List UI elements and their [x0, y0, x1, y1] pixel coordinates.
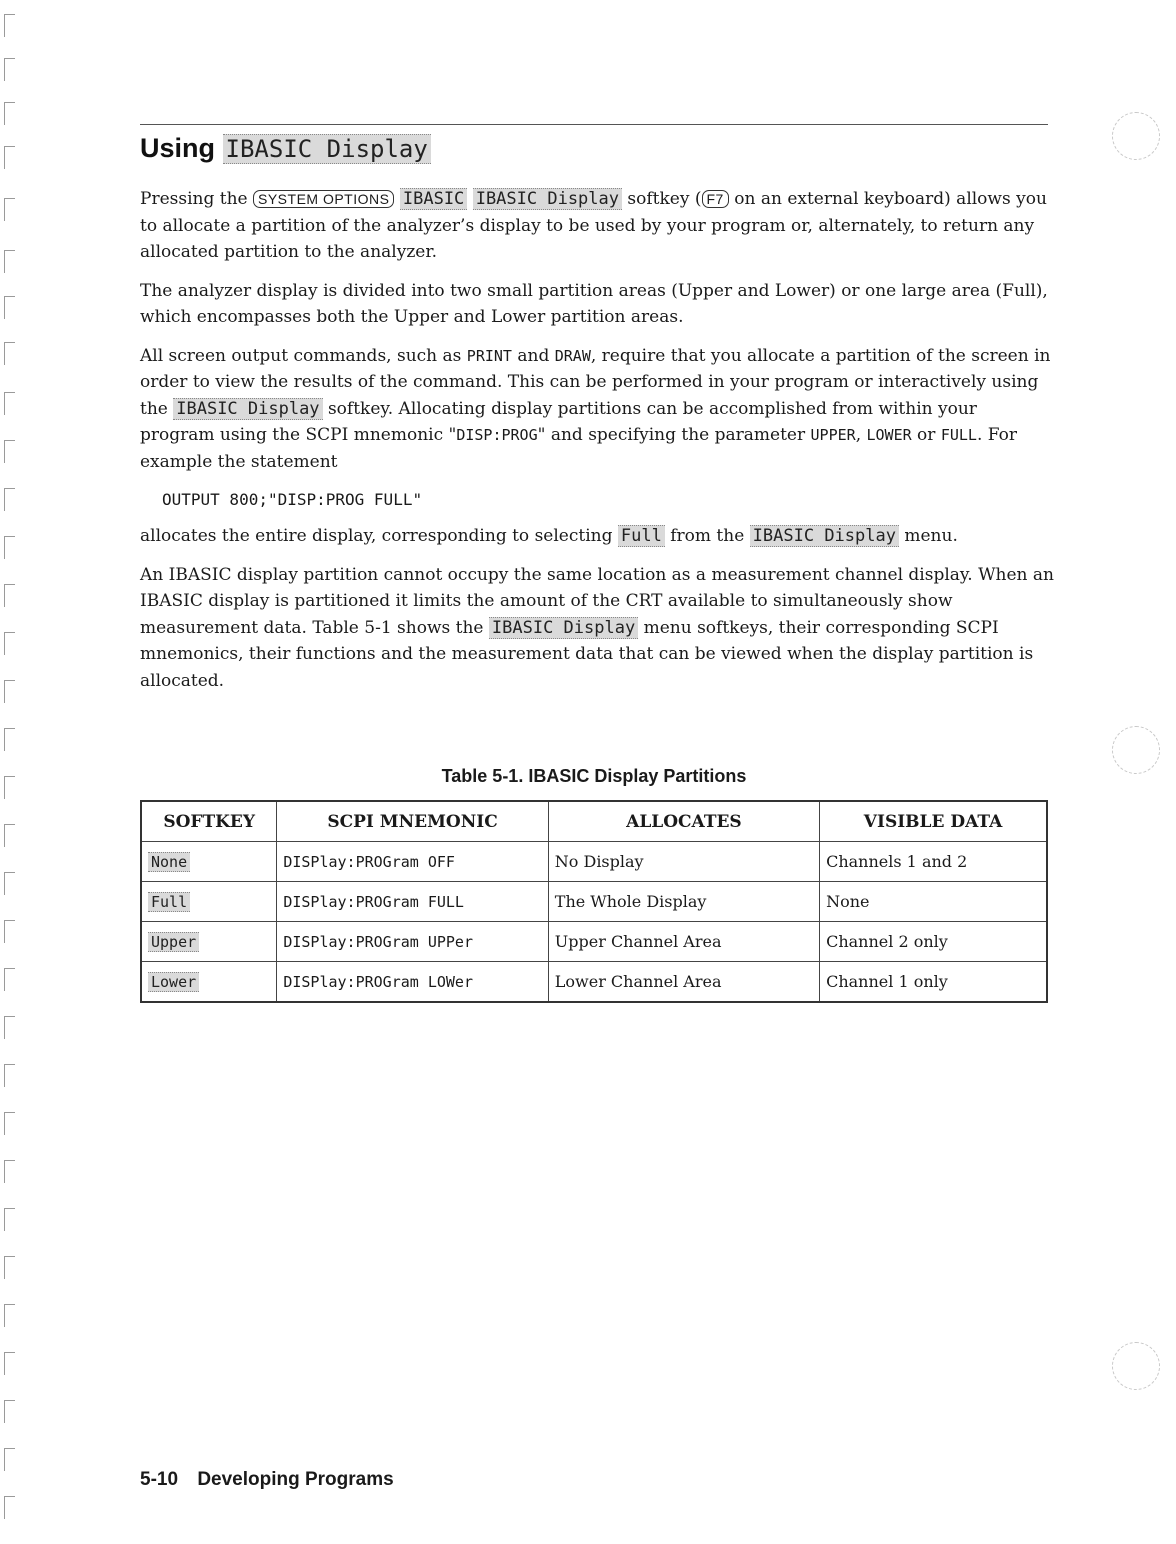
text: allocates the entire display, corresponding to selecting — [140, 526, 618, 546]
margin-mark — [4, 1496, 15, 1519]
table-row — [141, 962, 1047, 1003]
text: " and specifying the parameter — [537, 425, 811, 445]
text: and — [511, 345, 555, 366]
text: softkey. Allocating display partitions can be accomplished from within your program using the SCPI mnemonic " — [140, 398, 977, 445]
text: , require that you allocate a partition of the screen in order to view the results of the command. This can be performed in your program or interactively using the — [140, 345, 1051, 419]
margin-mark — [4, 536, 15, 559]
heading-prefix: Using — [140, 133, 216, 163]
margin-mark — [4, 296, 15, 319]
paragraph-2: The analyzer display is divided into two small partition areas (Upper and Lower) or one large area (Full), which encompasses both the Upper and Lower partition areas. — [140, 280, 1048, 327]
allocates-cell: Upper Channel Area — [548, 922, 819, 962]
softkey-upper: Upper — [148, 932, 199, 952]
code-lower: LOWER — [866, 426, 912, 444]
margin-mark — [4, 58, 15, 81]
table-row — [141, 842, 1047, 882]
margin-mark — [4, 440, 15, 463]
margin-mark — [4, 1352, 15, 1375]
visible-data-cell: None — [820, 882, 1047, 922]
softkey-full: Full — [148, 892, 190, 912]
margin-mark — [4, 102, 15, 125]
softkey-cell — [141, 962, 277, 1003]
code-draw: DRAW — [554, 346, 591, 365]
partitions-table — [140, 800, 1048, 1003]
section-title: Developing Programs — [197, 1469, 394, 1490]
section-heading — [140, 133, 431, 164]
margin-mark — [4, 968, 15, 991]
margin-mark — [4, 632, 15, 655]
page-footer — [140, 1469, 394, 1491]
text: softkey ( — [622, 189, 702, 209]
paragraph-4 — [140, 523, 1055, 550]
code-print: PRINT — [466, 346, 512, 365]
punch-hole — [1112, 1342, 1160, 1390]
softkey-cell — [141, 882, 277, 922]
margin-mark — [4, 584, 15, 607]
margin-mark — [4, 392, 15, 415]
text: , — [855, 425, 867, 445]
table-row — [141, 922, 1047, 962]
margin-mark — [4, 250, 15, 273]
table-caption: Table 5-1. IBASIC Display Partitions — [441, 766, 747, 786]
column-header-softkey: SOFTKEY — [141, 801, 277, 842]
body-text — [140, 186, 1055, 706]
margin-mark — [4, 342, 15, 365]
softkey-lower: Lower — [148, 972, 199, 992]
margin-mark — [4, 1256, 15, 1279]
softkey-ibasic: IBASIC — [400, 188, 467, 210]
paragraph-5 — [140, 562, 1055, 695]
mnemonic-cell: DISPlay:PROGram FULL — [277, 882, 548, 922]
code-disp-prog: DISP:PROG — [456, 426, 538, 444]
softkey-ibasic-display: IBASIC Display — [173, 398, 322, 420]
code-upper: UPPER — [810, 426, 856, 444]
text: menu. — [898, 526, 958, 546]
softkey-cell — [141, 842, 277, 882]
margin-mark — [4, 728, 15, 751]
heading-softkey: IBASIC Display — [223, 134, 431, 164]
code-full: FULL — [940, 426, 977, 444]
table-header-row — [141, 801, 1047, 842]
margin-mark — [4, 680, 15, 703]
paragraph-1 — [140, 186, 1055, 266]
margin-mark — [4, 776, 15, 799]
text: from the — [664, 526, 750, 546]
margin-mark — [4, 824, 15, 847]
mnemonic-cell: DISPlay:PROGram UPPer — [277, 922, 548, 962]
mnemonic-cell: DISPlay:PROGram OFF — [277, 842, 548, 882]
hardkey-f7: F7 — [702, 190, 729, 208]
mnemonic-cell: DISPlay:PROGram LOWer — [277, 962, 548, 1003]
punch-hole — [1112, 726, 1160, 774]
text: All screen output commands, such as — [140, 345, 467, 366]
margin-mark — [4, 146, 15, 169]
text: menu softkeys, their corresponding SCPI mnemonics, their functions and the measurement data that can be viewed when the display partition is allocated. — [140, 617, 1034, 691]
margin-mark — [4, 198, 15, 221]
margin-mark — [4, 1400, 15, 1423]
softkey-ibasic-display: IBASIC Display — [473, 188, 622, 210]
text: Pressing the — [140, 189, 253, 209]
text: An IBASIC display partition cannot occupy the same location as a measurement channel display. When an IBASIC display is partitioned it limits the amount of the CRT available to simultaneously show measurement data. Table 5-1 shows the — [140, 564, 1054, 638]
margin-mark — [4, 872, 15, 895]
text: . For example the statement — [140, 425, 1017, 472]
paragraph-3 — [140, 343, 1055, 476]
visible-data-cell: Channels 1 and 2 — [820, 842, 1047, 882]
punch-hole — [1112, 112, 1160, 160]
softkey-cell — [141, 922, 277, 962]
column-header-visible-data: VISIBLE DATA — [820, 801, 1047, 842]
softkey-full: Full — [618, 525, 665, 547]
page-number: 5-10 — [140, 1469, 179, 1490]
text: or — [911, 425, 941, 445]
text: on an external keyboard) allows you to allocate a partition of the analyzer’s display to be used by your program or, alternately, to return any allocated partition to the analyzer. — [140, 189, 1047, 262]
softkey-none: None — [148, 852, 190, 872]
margin-mark — [4, 1304, 15, 1327]
margin-mark — [4, 1016, 15, 1039]
visible-data-cell: Channel 2 only — [820, 922, 1047, 962]
softkey-ibasic-display: IBASIC Display — [489, 617, 638, 639]
table-row — [141, 882, 1047, 922]
margin-mark — [4, 1448, 15, 1471]
allocates-cell: Lower Channel Area — [548, 962, 819, 1003]
column-header-scpi-mnemonic: SCPI MNEMONIC — [277, 801, 548, 842]
column-header-allocates: ALLOCATES — [548, 801, 819, 842]
visible-data-cell: Channel 1 only — [820, 962, 1047, 1003]
allocates-cell: The Whole Display — [548, 882, 819, 922]
margin-mark — [4, 488, 15, 511]
hardkey-system-options: SYSTEM OPTIONS — [253, 190, 394, 208]
margin-mark — [4, 14, 15, 37]
margin-mark — [4, 1112, 15, 1135]
margin-mark — [4, 920, 15, 943]
heading-rule — [140, 124, 1048, 125]
margin-mark — [4, 1208, 15, 1231]
softkey-ibasic-display: IBASIC Display — [750, 525, 899, 547]
margin-mark — [4, 1064, 15, 1087]
code-example: OUTPUT 800;"DISP:PROG FULL" — [162, 490, 423, 509]
allocates-cell: No Display — [548, 842, 819, 882]
margin-mark — [4, 1160, 15, 1183]
